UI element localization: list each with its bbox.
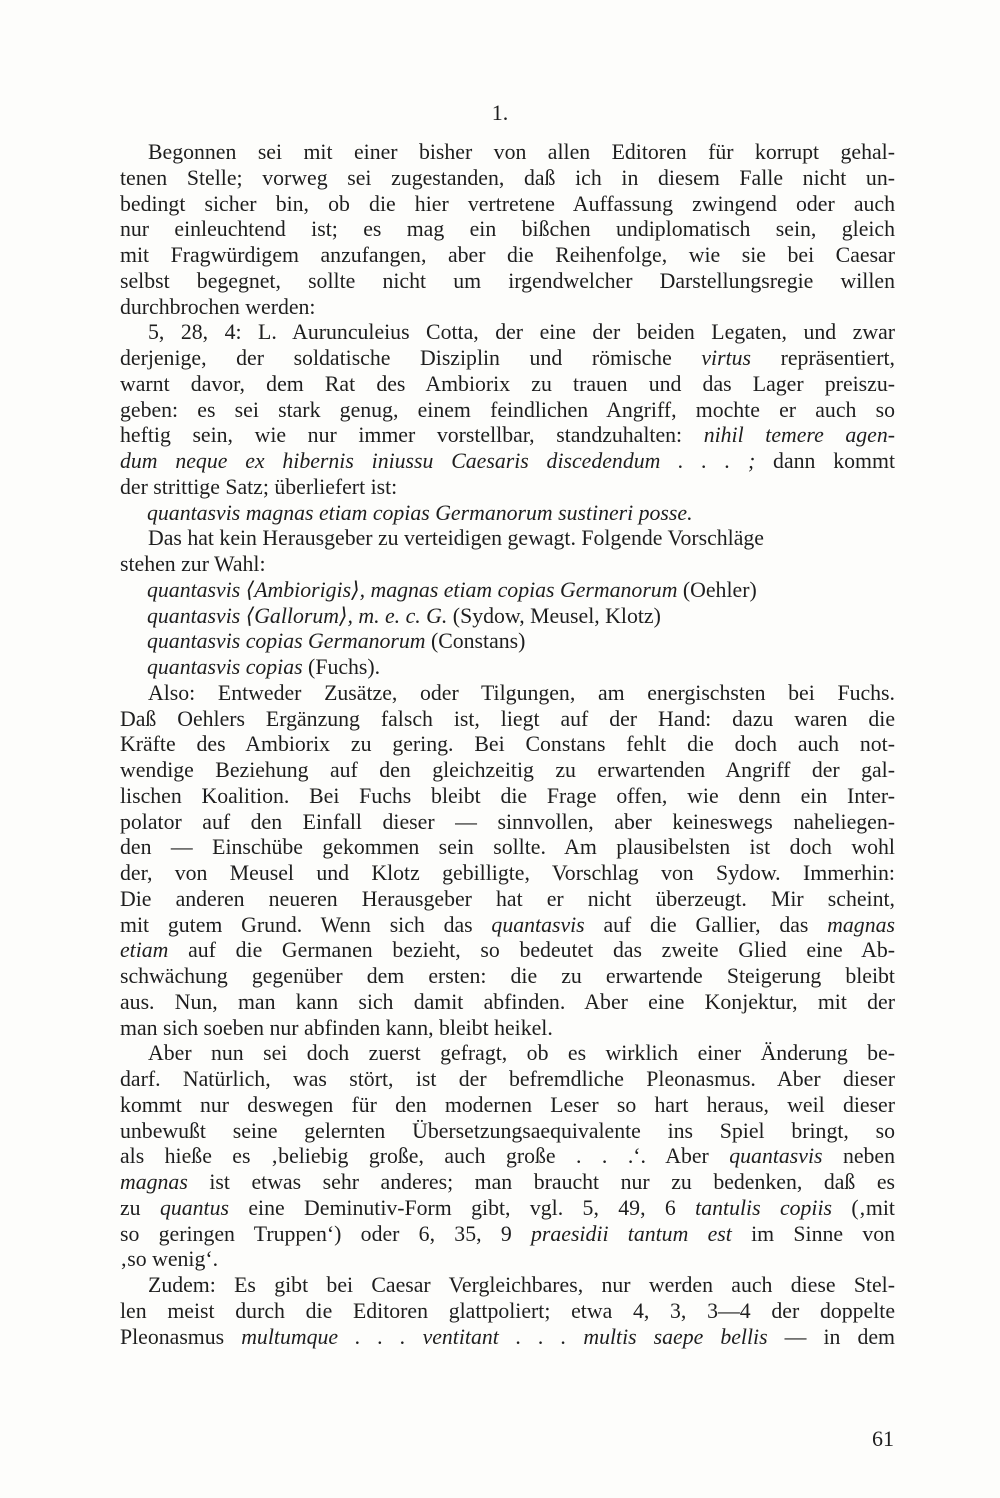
text-line: geben: es sei stark genug, einem feindlichen Angriff, mochte er auch so <box>120 397 895 422</box>
text-line: warnt davor, dem Rat des Ambiorix zu trauen und das Lager preiszu- <box>120 371 895 396</box>
text-line: lischen Koalition. Bei Fuchs bleibt die Frage offen, wie denn ein Inter- <box>120 783 895 808</box>
text-line: kommt nur deswegen für den modernen Leser so hart heraus, weil dieser <box>120 1092 895 1117</box>
text-line: Begonnen sei mit einer bisher von allen Editoren für korrupt gehal- <box>148 140 895 164</box>
text-line: quantasvis ⟨Gallorum⟩, m. e. c. G. (Sydow, Meusel, Klotz) <box>147 603 661 628</box>
text-line: unbewußt seine gelernten Übersetzungsaequivalente ins Spiel bringt, so <box>120 1118 895 1143</box>
text-line: etiam auf die Germanen bezieht, so bedeutet das zweite Glied eine Ab- <box>120 938 895 963</box>
text-line: ‚so wenig‘. <box>120 1247 219 1272</box>
text-line: darf. Natürlich, was stört, ist der befremdliche Pleonasmus. Aber dieser <box>120 1067 895 1091</box>
text-line: polator auf den Einfall dieser — sinnvollen, aber keineswegs naheliegen- <box>120 809 895 834</box>
text-line: als hieße es ‚beliebig große, auch große . . .‘. Aber quantasvis neben <box>120 1144 895 1169</box>
text-line: so geringen Truppen‘) oder 6, 35, 9 praesidii tantum est im Sinne von <box>120 1221 895 1246</box>
text-line: der strittige Satz; überliefert ist: <box>120 474 398 499</box>
text-line: den — Einschübe gekommen sein sollte. Am plausibelsten ist doch wohl <box>120 835 895 860</box>
text-line: stehen zur Wahl: <box>120 552 266 576</box>
text-line: quantasvis copias Germanorum (Constans) <box>147 629 526 654</box>
text-line: Daß Oehlers Ergänzung falsch ist, liegt auf der Hand: dazu waren die <box>120 706 895 731</box>
text-line: der, von Meusel und Klotz gebilligte, Vorschlag von Sydow. Immerhin: <box>120 861 895 885</box>
text-line: dum neque ex hibernis iniussu Caesaris discedendum . . . ; dann kommt <box>120 449 895 473</box>
text-line: Aber nun sei doch zuerst gefragt, ob es wirklich einer Änderung be- <box>148 1041 895 1066</box>
text-line: magnas ist etwas sehr anderes; man braucht nur zu bedenken, daß es <box>120 1170 895 1194</box>
text-line: heftig sein, wie nur immer vorstellbar, standzuhalten: nihil temere agen- <box>120 423 895 448</box>
text-line: len meist durch die Editoren glattpoliert; etwa 4, 3, 3—4 der doppelte <box>120 1298 895 1323</box>
text-line: 5, 28, 4: L. Aurunculeius Cotta, der eine der beiden Legaten, und zwar <box>148 320 895 345</box>
text-line: derjenige, der soldatische Disziplin und römische virtus repräsentiert, <box>120 346 895 370</box>
text-line: Die anderen neueren Herausgeber hat er nicht überzeugt. Mir scheint, <box>120 886 895 911</box>
page-number: 61 <box>872 1426 894 1451</box>
text-line: quantasvis magnas etiam copias Germanorum sustineri posse. <box>147 500 693 525</box>
text-line: Pleonasmus multumque . . . ventitant . . . multis saepe bellis — in dem <box>120 1324 895 1349</box>
text-line: tenen Stelle; vorweg sei zugestanden, daß ich in diesem Falle nicht un- <box>120 165 895 190</box>
text-line: mit Fragwürdigem anzufangen, aber die Reihenfolge, wie sie bei Caesar <box>120 243 895 267</box>
text-line: Zudem: Es gibt bei Caesar Vergleichbares, nur werden auch diese Stel- <box>148 1273 895 1297</box>
text-line: aus. Nun, man kann sich damit abfinden. Aber eine Konjektur, mit der <box>120 989 895 1014</box>
text-line: quantasvis ⟨Ambiorigis⟩, magnas etiam copias Germanorum (Oehler) <box>147 577 757 602</box>
section-number: 1. <box>491 100 509 125</box>
text-line: durchbrochen werden: <box>120 294 316 319</box>
text-line: man sich soeben nur abfinden kann, bleibt heikel. <box>120 1015 553 1040</box>
text-line: Kräfte des Ambiorix zu gering. Bei Constans fehlt die doch auch not- <box>120 732 895 757</box>
text-line: mit gutem Grund. Wenn sich das quantasvis auf die Gallier, das magnas <box>120 912 895 937</box>
text-line: Also: Entweder Zusätze, oder Tilgungen, am energischsten bei Fuchs. <box>148 680 895 705</box>
text-line: schwächung gegenüber dem ersten: die zu erwartende Steigerung bleibt <box>120 964 895 988</box>
text-line: selbst begegnet, sollte nicht um irgendwelcher Darstellungsregie willen <box>120 268 895 293</box>
text-line: bedingt sicher bin, ob die hier vertretene Auffassung zwingend oder auch <box>120 191 895 216</box>
body-text <box>120 140 895 1350</box>
text-line: Das hat kein Herausgeber zu verteidigen gewagt. Folgende Vorschläge <box>148 526 764 551</box>
text-line: nur einleuchtend ist; es mag ein bißchen undiplomatisch sein, gleich <box>120 217 895 242</box>
text-line: zu quantus eine Deminutiv-Form gibt, vgl. 5, 49, 6 tantulis copiis (‚mit <box>120 1195 895 1220</box>
text-line: wendige Beziehung auf den gleichzeitig zu erwartenden Angriff der gal- <box>120 758 895 782</box>
text-line: quantasvis copias (Fuchs). <box>147 655 381 679</box>
